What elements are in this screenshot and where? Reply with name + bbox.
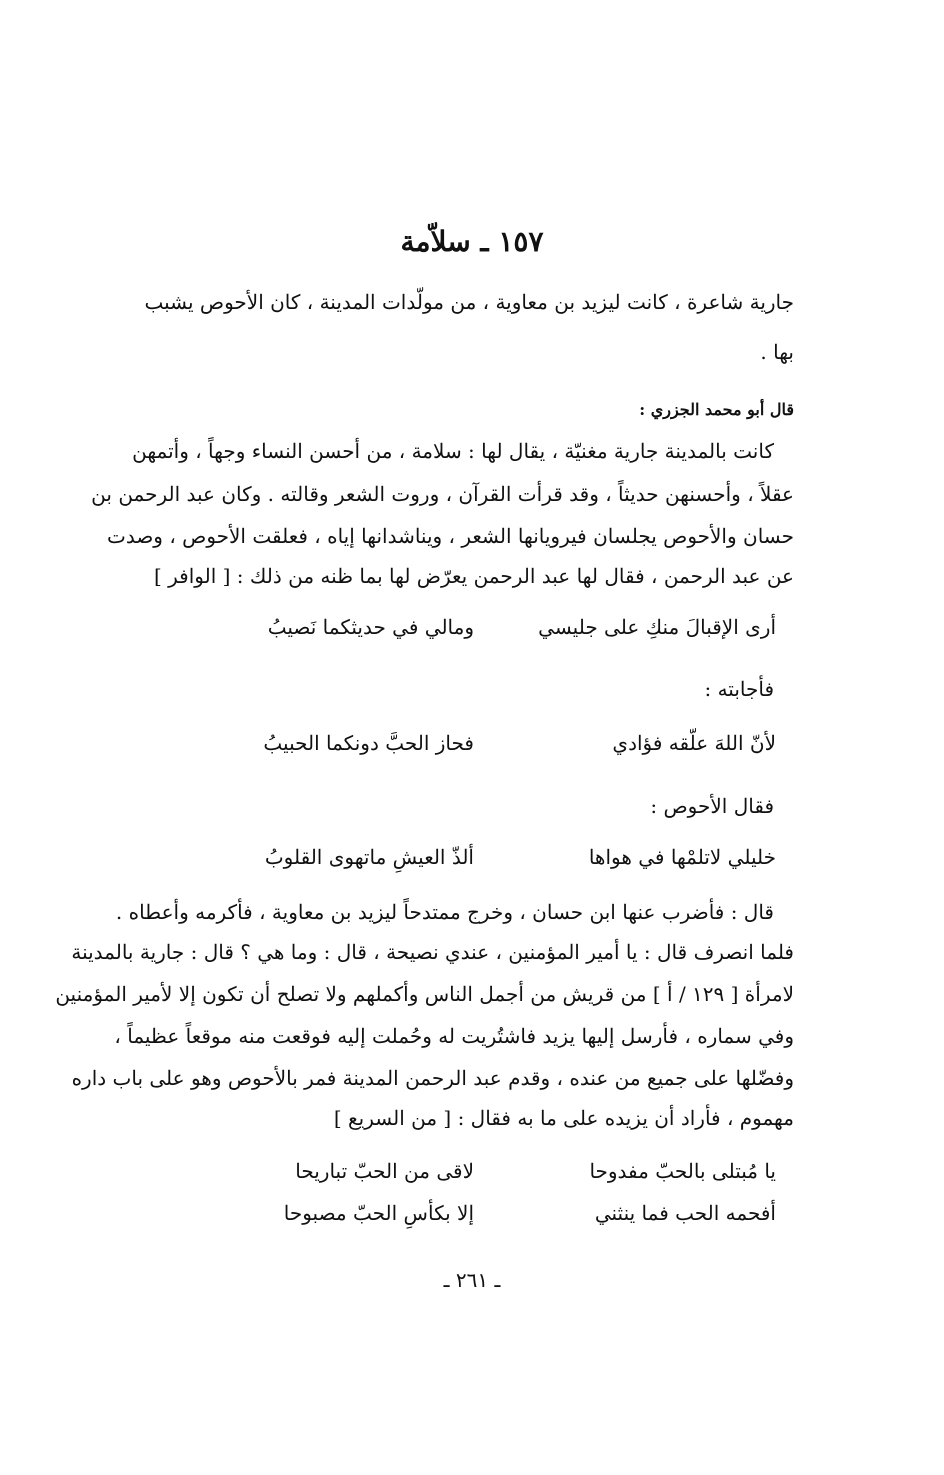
reply-intro: فأجابته :	[704, 677, 774, 701]
para1-line-1: كانت بالمدينة جارية مغنيّة ، يقال لها : سلامة ، من أحسن النساء وجهاً ، وأتمهن	[132, 439, 774, 463]
para2-line-2: فلما انصرف قال : يا أمير المؤمنين ، عندي نصيحة ، قال : وما هي ؟ قال : جارية بالمدينة	[71, 940, 794, 964]
para2-line-4: وفي سماره ، فأرسل إليها يزيد فاشتُريت له وحُملت إليه فوقعت منه موقعاً عظيماً ،	[114, 1024, 794, 1048]
para1-line-4: عن عبد الرحمن ، فقال لها عبد الرحمن يعرّض لها بما ظنه من ذلك : [ الوافر ]	[153, 564, 794, 588]
speaker-label: قال أبو محمد الجزري :	[639, 400, 794, 419]
verse3-second-hemistich: ألذّ العيشِ ماتهوى القلوبُ	[264, 845, 474, 869]
verse4-first-hemistich: يا مُبتلى بالحبّ مفدوحا	[589, 1159, 776, 1183]
para2-line-5: وفضّلها على جميع من عنده ، وقدم عبد الرحمن المدينة فمر بالأحوص وهو على باب داره	[71, 1066, 794, 1090]
ahwas-intro: فقال الأحوص :	[650, 794, 774, 818]
intro-line-1: جارية شاعرة ، كانت ليزيد بن معاوية ، من مولّدات المدينة ، كان الأحوص يشبب	[144, 290, 794, 314]
para2-line-6: مهموم ، فأراد أن يزيده على ما به فقال : [ من السريع ]	[333, 1106, 794, 1130]
verse2-first-hemistich: لأنّ اللهَ علّقه فؤادي	[612, 731, 776, 755]
page-number: ـ ٢٦١ ـ	[443, 1268, 501, 1292]
verse1-first-hemistich: أرى الإقبالَ منكِ على جليسي	[538, 615, 776, 639]
intro-line-2: بها .	[760, 340, 794, 364]
verse3-first-hemistich: خليلي لاتلمْها في هواها	[588, 845, 776, 869]
verse5-first-hemistich: أفحمه الحب فما ينثني	[594, 1201, 776, 1225]
verse5-second-hemistich: إلا بكأسِ الحبّ مصبوحا	[283, 1201, 474, 1225]
entry-title: ١٥٧ ـ سلاّمة	[400, 225, 544, 258]
para2-line-3: لامرأة [ ١٢٩ / أ ] من قريش من أجمل الناس وأكملهم ولا تصلح أن تكون إلا لأمير المؤمنين	[55, 982, 794, 1006]
verse2-second-hemistich: فحاز الحبَّ دونكما الحبيبُ	[263, 731, 474, 755]
para1-line-2: عقلاً ، وأحسنهن حديثاً ، وقد قرأت القرآن ، وروت الشعر وقالته . وكان عبد الرحمن بن	[91, 482, 794, 506]
verse4-second-hemistich: لاقى من الحبّ تباريحا	[295, 1159, 474, 1183]
para2-line-1: قال : فأضرب عنها ابن حسان ، وخرج ممتدحاً ليزيد بن معاوية ، فأكرمه وأعطاه .	[115, 900, 774, 924]
verse1-second-hemistich: ومالي في حديثكما نَصيبُ	[267, 615, 474, 639]
para1-line-3: حسان والأحوص يجلسان فيرويانها الشعر ، ويناشدانها إياه ، فعلقت الأحوص ، وصدت	[107, 524, 794, 548]
